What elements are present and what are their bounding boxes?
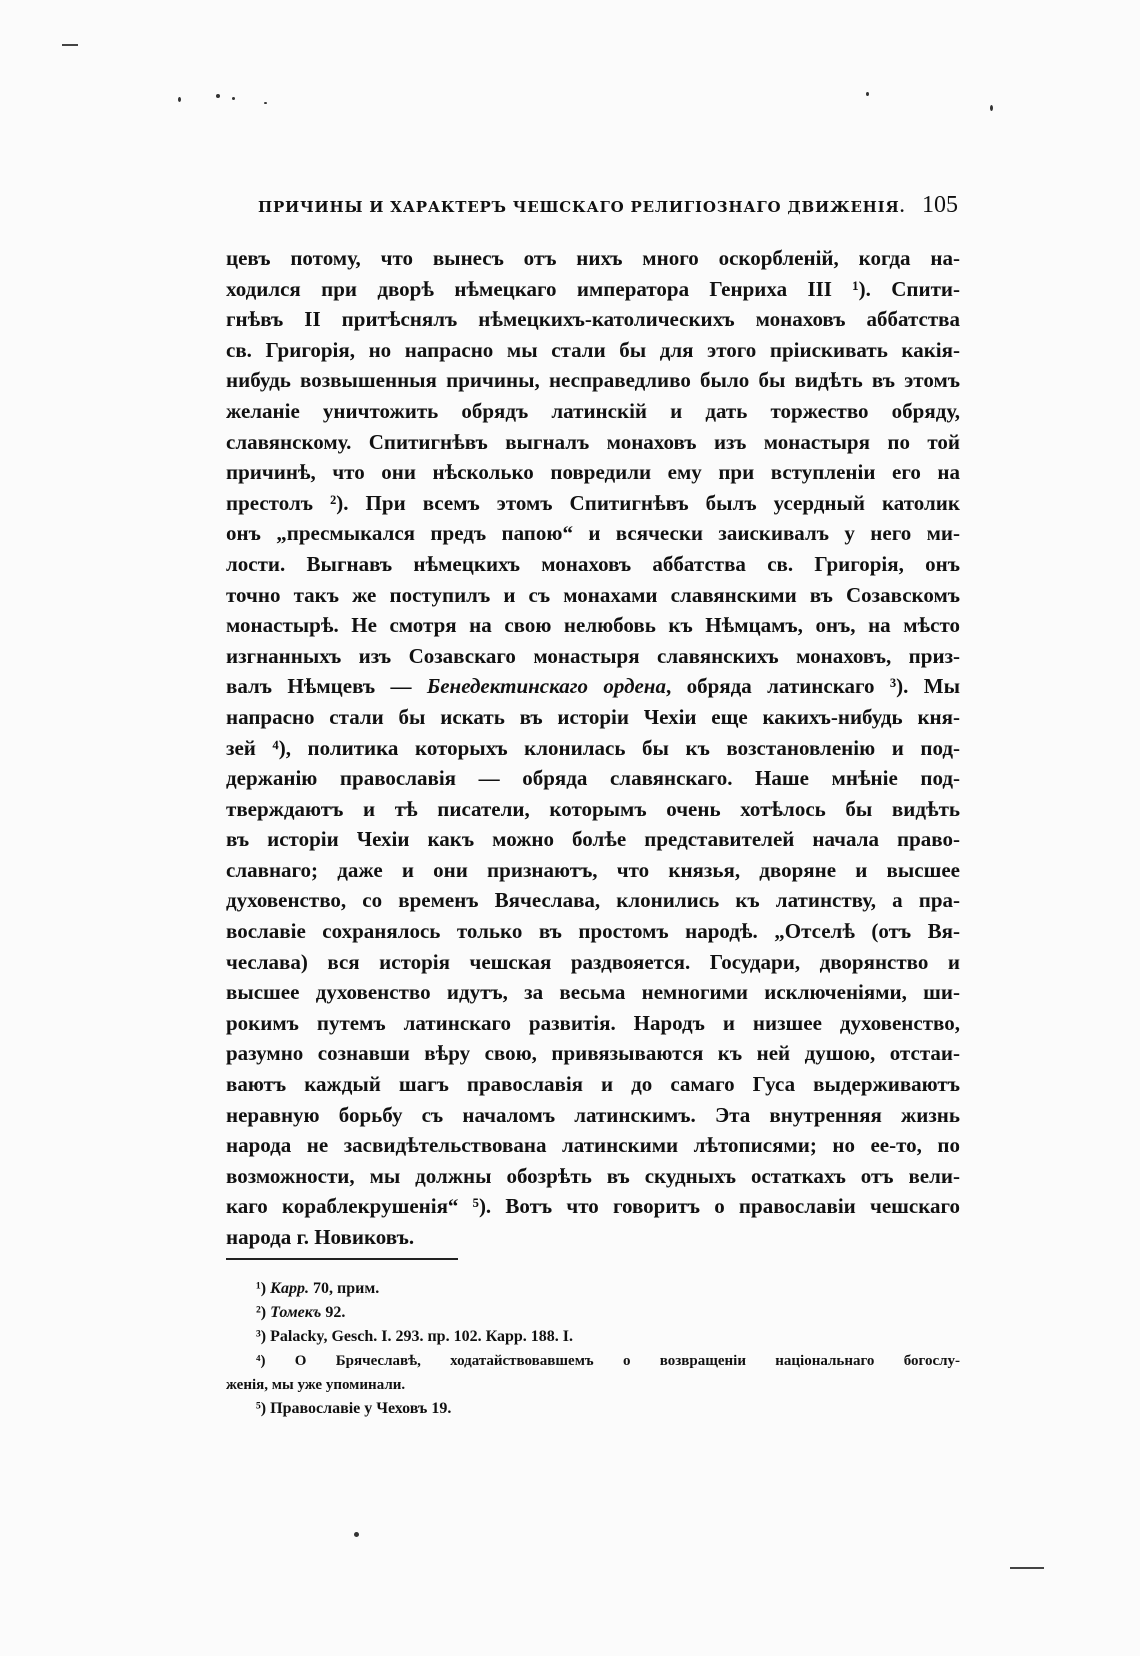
text-line: желаніе уничтожить обрядъ латинскій и дать торжество обряду,: [226, 398, 960, 423]
text-line: народа не засвидѣтельствована латинскими лѣтописями; но ее-то, по: [226, 1133, 960, 1158]
footnote-text: Карр. 70, прим.: [270, 1280, 380, 1297]
footnote-text: женія, мы уже упоминали.: [226, 1377, 406, 1393]
text-line: ходился при дворѣ нѣмецкаго императора Генриха III ¹). Спити-: [226, 276, 960, 301]
footnote-2: [226, 1301, 960, 1325]
text-line: напрасно стали бы искать въ исторіи Чехіи еще какихъ-нибудь кня-: [226, 704, 960, 729]
body-text: [226, 243, 960, 1253]
text-line: зей ⁴), политика которыхъ клонилась бы къ возстановленію и под-: [226, 735, 960, 760]
text-line: причинѣ, что они нѣсколько повредили ему при вступленіи его на: [226, 460, 960, 485]
text-line: точно такъ же поступилъ и съ монахами славянскими въ Созавскомъ: [226, 582, 960, 607]
text-line: монастырѣ. Не смотря на свою нелюбовь къ Нѣмцамъ, онъ, на мѣсто: [226, 613, 960, 638]
text-line: неравную борьбу съ началомъ латинскимъ. Эта внутренняя жизнь: [226, 1102, 960, 1127]
scan-speck: [232, 97, 235, 100]
scan-speck: [866, 92, 869, 96]
footnote-3: [226, 1325, 960, 1349]
text-line: славянскому. Спитигнѣвъ выгналъ монаховъ изъ монастыря по той: [226, 429, 960, 454]
text-line: вославіе сохранялось только въ простомъ народѣ. „Отселѣ (отъ Вя-: [226, 919, 960, 944]
text-line: лости. Выгнавъ нѣмецкихъ монаховъ аббатства св. Григорія, онъ: [226, 551, 960, 576]
scan-mark: [1010, 1567, 1044, 1569]
footnote-mark: ⁵): [256, 1400, 267, 1417]
footnote-4: [226, 1349, 960, 1373]
text-line: тверждаютъ и тѣ писатели, которымъ очень хотѣлось бы видѣть: [226, 796, 960, 821]
footnote-4-continuation: [226, 1373, 960, 1397]
text-line: нибудь возвышенныя причины, несправедливо было бы видѣть въ этомъ: [226, 368, 960, 393]
text-line: возможности, мы должны обозрѣть въ скудныхъ остаткахъ отъ вели-: [226, 1163, 960, 1188]
text-line: каго кораблекрушенія“ ⁵). Вотъ что говоритъ о православіи чешскаго: [226, 1194, 960, 1219]
running-header: [258, 192, 958, 219]
text-line: престолъ ²). При всемъ этомъ Спитигнѣвъ былъ усердный католик: [226, 490, 960, 515]
text-line: въ исторіи Чехіи какъ можно болѣе представителей начала право-: [226, 827, 960, 852]
text-line: разумно сознавши вѣру свою, привязываются къ ней душою, отстаи-: [226, 1041, 960, 1066]
scan-mark: [62, 44, 78, 46]
scan-speck: [264, 102, 267, 104]
text-line: славнаго; даже и они признаютъ, что князья, дворяне и высшее: [226, 857, 960, 882]
italic-phrase: Бенедектинскаго ордена: [426, 674, 666, 699]
running-title: ПРИЧИНЫ И ХАРАКТЕРЪ ЧЕШСКАГО РЕЛИГІОЗНАГО ДВИЖЕНІЯ.: [258, 198, 906, 216]
footnote-5: [226, 1397, 960, 1421]
text-line: цевъ потому, что вынесъ отъ нихъ много оскорбленій, когда на-: [226, 246, 960, 270]
footnote-mark: ³): [256, 1328, 267, 1345]
page-number: 105: [922, 192, 958, 218]
footnote-rule: [226, 1258, 458, 1260]
scan-speck: [178, 97, 181, 102]
footnote-text: Православіе у Чеховъ 19.: [270, 1400, 452, 1417]
text-line: рокимъ путемъ латинскаго развитія. Народъ и низшее духовенство,: [226, 1010, 960, 1035]
footnotes: [226, 1277, 960, 1421]
text-line: ваютъ каждый шагъ православія и до самаго Гуса выдерживаютъ: [226, 1072, 960, 1097]
text-line: чеслава) вся исторія чешская раздвояется. Государи, дворянство и: [226, 949, 960, 974]
scan-speck: [354, 1532, 359, 1537]
scan-speck: [216, 94, 220, 98]
footnote-text: Томекъ 92.: [270, 1304, 346, 1321]
footnote-mark: ²): [256, 1304, 267, 1321]
text-line: онъ „пресмыкался предъ папою“ и всячески заискивалъ у него ми-: [226, 521, 960, 546]
text-line: гнѣвъ II притѣснялъ нѣмецкихъ-католическихъ монаховъ аббатства: [226, 307, 960, 332]
footnote-text: О Брячеславѣ, ходатайствовавшемъ о возвращеніи національнаго богослу-: [294, 1353, 961, 1369]
footnote-text: Palacky, Gesch. I. 293. пр. 102. Карр. 188. I.: [270, 1328, 573, 1345]
text-line-with-italic: валъ Нѣмцевъ — Бенедектинскаго ордена, обряда латинскаго ³). Мы: [226, 674, 960, 699]
text-line: изгнанныхъ изъ Созавскаго монастыря славянскихъ монаховъ, приз-: [226, 643, 960, 668]
text-line: высшее духовенство идутъ, за весьма немногими исключеніями, ши-: [226, 980, 960, 1005]
text-line-last: народа г. Новиковъ.: [226, 1225, 415, 1249]
footnote-1: [226, 1277, 960, 1301]
scan-speck: [990, 105, 993, 111]
text-line: св. Григорія, но напрасно мы стали бы для этого пріискивать какія-: [226, 337, 960, 362]
footnote-mark: ⁴): [256, 1353, 266, 1369]
text-line: держанію православія — обряда славянскаго. Наше мнѣніе под-: [226, 766, 960, 791]
footnote-mark: ¹): [256, 1280, 267, 1297]
text-line: духовенство, со временъ Вячеслава, клонились къ латинству, а пра-: [226, 888, 960, 913]
